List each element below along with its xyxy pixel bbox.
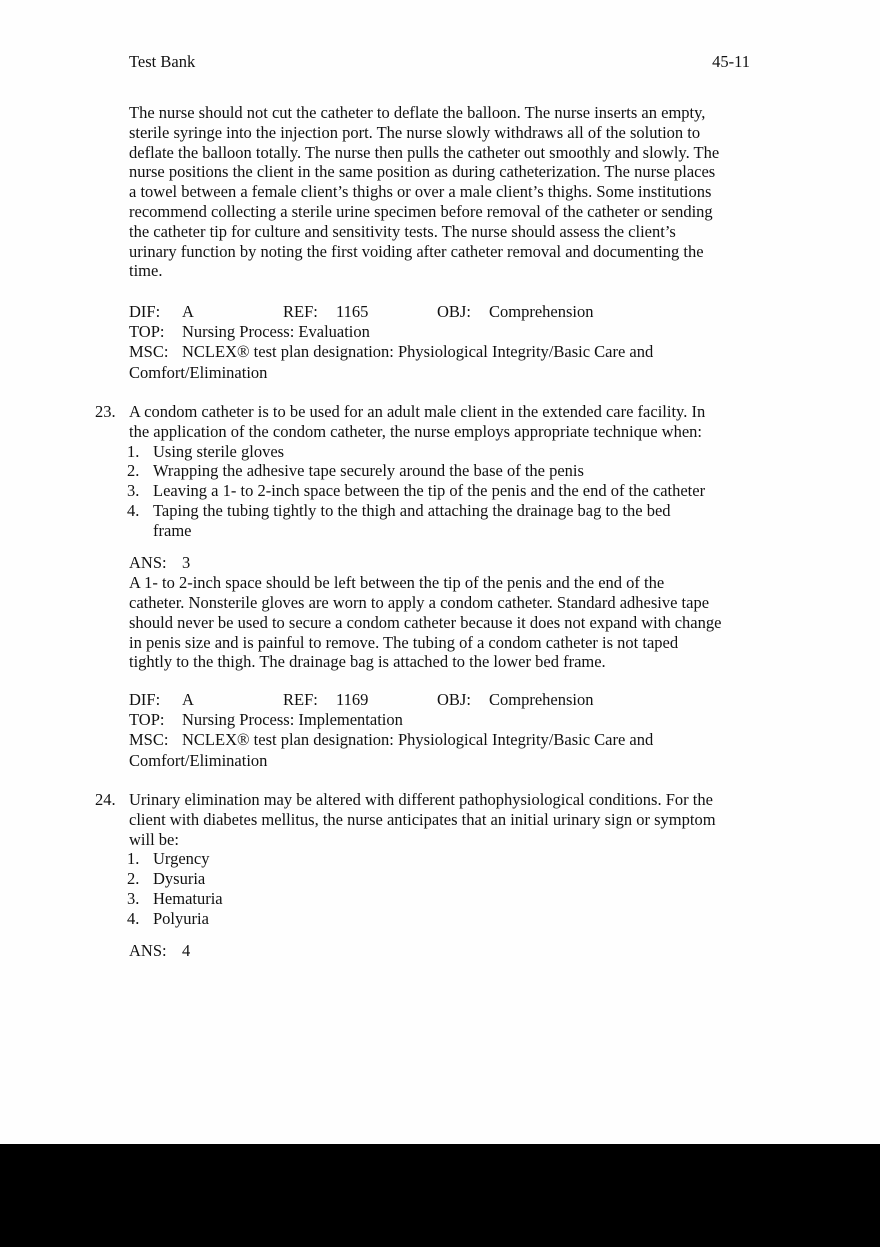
option-text: Hematuria bbox=[153, 888, 223, 908]
meta-row-msc-cont bbox=[129, 363, 754, 383]
answer-option-1 bbox=[129, 849, 754, 869]
meta-row-dif-ref-obj bbox=[129, 302, 754, 322]
rationale-line: deflate the balloon totally. The nurse then pulls the catheter out smoothly and slowly. The bbox=[129, 142, 720, 162]
rationale-line: should never be used to secure a condom catheter because it does not expand with change bbox=[129, 612, 722, 632]
rationale-line: in penis size and is painful to remove. The tubing of a condom catheter is not taped bbox=[129, 632, 679, 652]
q23-metadata bbox=[129, 690, 754, 771]
q22-rationale bbox=[129, 103, 754, 281]
option-text: Leaving a 1- to 2-inch space between the tip of the penis and the end of the catheter bbox=[153, 481, 706, 501]
question-stem-line: the application of the condom catheter, the nurse employs appropriate technique when: bbox=[129, 421, 702, 441]
answer-option-2 bbox=[129, 869, 754, 889]
answer-option-3 bbox=[129, 481, 754, 501]
msc-value-continued: Comfort/Elimination bbox=[129, 750, 268, 770]
question-stem-line: will be: bbox=[129, 829, 179, 849]
rationale-line: catheter. Nonsterile gloves are worn to apply a condom catheter. Standard adhesive tape bbox=[129, 592, 710, 612]
option-text: Dysuria bbox=[153, 869, 206, 889]
option-text: Polyuria bbox=[153, 908, 209, 928]
answer-option-1 bbox=[129, 442, 754, 462]
option-number: 3. bbox=[127, 481, 140, 501]
meta-row-top bbox=[129, 710, 754, 730]
question-number: 23. bbox=[95, 402, 116, 421]
option-text: frame bbox=[153, 520, 192, 540]
answer-option-3 bbox=[129, 889, 754, 909]
ref-value: 1165 bbox=[336, 302, 369, 321]
question-23 bbox=[129, 402, 754, 541]
obj-value: Comprehension bbox=[489, 302, 594, 321]
rationale-line: The nurse should not cut the catheter to deflate the balloon. The nurse inserts an empty, bbox=[129, 103, 706, 122]
option-number: 4. bbox=[127, 908, 140, 928]
rationale-line: time. bbox=[129, 261, 163, 281]
option-number: 2. bbox=[127, 461, 140, 481]
dif-value: A bbox=[182, 690, 194, 709]
answer-option-2 bbox=[129, 461, 754, 481]
running-header-title: Test Bank bbox=[129, 52, 196, 71]
option-number: 1. bbox=[127, 849, 140, 869]
top-label: TOP: bbox=[129, 710, 165, 730]
option-number: 1. bbox=[127, 441, 140, 461]
page-bottom-black-band bbox=[0, 1144, 880, 1247]
page-number: 45-11 bbox=[712, 52, 750, 71]
msc-label: MSC: bbox=[129, 730, 169, 750]
ref-label: REF: bbox=[283, 690, 318, 709]
option-number: 4. bbox=[127, 500, 140, 520]
option-number: 3. bbox=[127, 888, 140, 908]
ref-label: REF: bbox=[283, 302, 318, 321]
answer-option-4 bbox=[129, 909, 754, 929]
question-24 bbox=[129, 790, 754, 929]
question-stem-line: client with diabetes mellitus, the nurse anticipates that an initial urinary sign or symptom bbox=[129, 809, 716, 829]
ref-value: 1169 bbox=[336, 690, 369, 709]
q22-metadata bbox=[129, 302, 754, 383]
dif-value: A bbox=[182, 302, 194, 321]
top-label: TOP: bbox=[129, 322, 165, 342]
dif-label: DIF: bbox=[129, 302, 161, 321]
meta-row-msc-cont bbox=[129, 751, 754, 771]
answer-row bbox=[129, 941, 754, 961]
question-stem-line: A condom catheter is to be used for an adult male client in the extended care facility. In bbox=[129, 402, 706, 421]
rationale-line: urinary function by noting the first voiding after catheter removal and documenting the bbox=[129, 241, 704, 261]
rationale-line: sterile syringe into the injection port. The nurse slowly withdraws all of the solution to bbox=[129, 122, 701, 142]
rationale-line: the catheter tip for culture and sensitivity tests. The nurse should assess the client’s bbox=[129, 221, 676, 241]
obj-value: Comprehension bbox=[489, 690, 594, 709]
answer-option-4-continued bbox=[129, 521, 754, 541]
option-text: Wrapping the adhesive tape securely around the base of the penis bbox=[153, 461, 584, 481]
answer-row bbox=[129, 553, 754, 573]
answer-option-4 bbox=[129, 501, 754, 521]
obj-label: OBJ: bbox=[437, 302, 471, 321]
answer-label: ANS: bbox=[129, 941, 167, 960]
rationale-line: a towel between a female client’s thighs or over a male client’s thighs. Some institutions bbox=[129, 182, 712, 202]
rationale-line: recommend collecting a sterile urine specimen before removal of the catheter or sending bbox=[129, 201, 713, 221]
meta-row-top bbox=[129, 322, 754, 342]
option-text: Taping the tubing tightly to the thigh and attaching the drainage bag to the bed bbox=[153, 500, 671, 520]
q24-answer bbox=[129, 941, 754, 961]
option-text: Using sterile gloves bbox=[153, 441, 285, 461]
msc-value: NCLEX® test plan designation: Physiological Integrity/Basic Care and bbox=[182, 730, 654, 750]
answer-value: 3 bbox=[182, 553, 191, 572]
msc-label: MSC: bbox=[129, 342, 169, 362]
top-value: Nursing Process: Implementation bbox=[182, 710, 403, 730]
top-value: Nursing Process: Evaluation bbox=[182, 322, 370, 342]
answer-label: ANS: bbox=[129, 553, 167, 572]
meta-row-msc bbox=[129, 342, 754, 362]
question-number: 24. bbox=[95, 790, 116, 809]
q23-answer bbox=[129, 553, 754, 672]
msc-value: NCLEX® test plan designation: Physiological Integrity/Basic Care and bbox=[182, 342, 654, 362]
rationale-line: A 1- to 2-inch space should be left between the tip of the penis and the end of the bbox=[129, 573, 665, 593]
rationale-line: tightly to the thigh. The drainage bag is attached to the lower bed frame. bbox=[129, 652, 606, 672]
meta-row-msc bbox=[129, 730, 754, 750]
answer-value: 4 bbox=[182, 941, 191, 960]
question-stem-line: Urinary elimination may be altered with different pathophysiological conditions. For the bbox=[129, 790, 713, 809]
option-number: 2. bbox=[127, 869, 140, 889]
dif-label: DIF: bbox=[129, 690, 161, 709]
option-text: Urgency bbox=[153, 849, 210, 869]
meta-row-dif-ref-obj bbox=[129, 690, 754, 710]
rationale-line: nurse positions the client in the same position as during catheterization. The nurse places bbox=[129, 162, 716, 182]
msc-value-continued: Comfort/Elimination bbox=[129, 362, 268, 382]
obj-label: OBJ: bbox=[437, 690, 471, 709]
